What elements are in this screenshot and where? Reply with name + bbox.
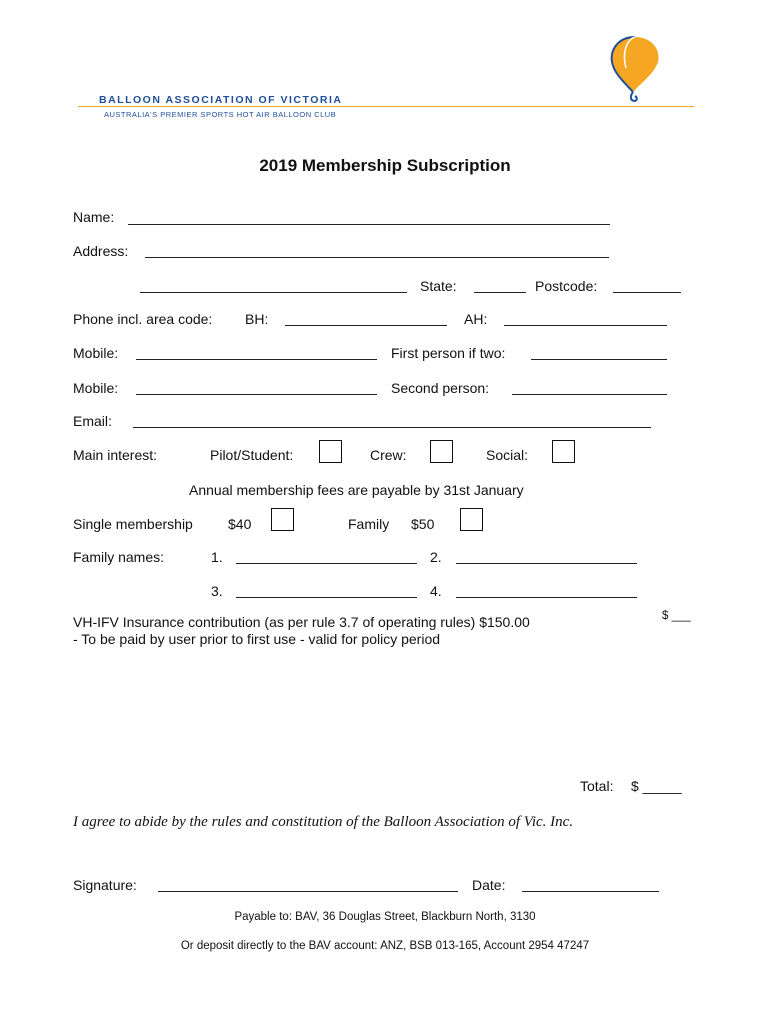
family-name-2-number: 2. xyxy=(430,549,442,565)
family-name-1-field[interactable] xyxy=(236,563,417,564)
family-names-label: Family names: xyxy=(73,549,165,565)
total-label: Total: xyxy=(580,778,614,794)
crew-label: Crew: xyxy=(370,447,407,463)
ah-label: AH: xyxy=(464,311,488,327)
social-label: Social: xyxy=(486,447,529,463)
family-name-4-field[interactable] xyxy=(456,597,637,598)
postcode-field[interactable] xyxy=(613,292,681,293)
social-checkbox[interactable] xyxy=(552,440,575,463)
first-person-label: First person if two: xyxy=(391,345,506,361)
total-amount-field[interactable]: $ _____ xyxy=(631,778,682,794)
address-line2-field[interactable] xyxy=(140,292,407,293)
main-interest-label: Main interest: xyxy=(73,447,158,463)
header-divider xyxy=(78,106,694,107)
fees-note: Annual membership fees are payable by 31st January xyxy=(189,482,524,498)
mobile-field[interactable] xyxy=(136,359,377,360)
mobile-field-2[interactable] xyxy=(136,394,377,395)
signature-field[interactable] xyxy=(158,891,458,892)
second-person-field[interactable] xyxy=(512,394,667,395)
signature-label: Signature: xyxy=(73,877,137,893)
address-label: Address: xyxy=(73,243,129,259)
date-field[interactable] xyxy=(522,891,659,892)
insurance-amount-field[interactable]: $ ___ xyxy=(662,610,691,622)
family-name-2-field[interactable] xyxy=(456,563,637,564)
hot-air-balloon-icon xyxy=(604,34,666,106)
pilot-student-label: Pilot/Student: xyxy=(210,447,294,463)
payable-to: Payable to: BAV, 36 Douglas Street, Blackburn North, 3130 xyxy=(234,911,536,923)
second-person-label: Second person: xyxy=(391,380,490,396)
org-name: BALLOON ASSOCIATION OF VICTORIA xyxy=(99,94,343,106)
mobile-label: Mobile: xyxy=(73,345,119,361)
email-label: Email: xyxy=(73,413,112,429)
single-membership-checkbox[interactable] xyxy=(271,508,294,531)
family-name-4-number: 4. xyxy=(430,583,442,599)
family-membership-label: Family xyxy=(348,516,390,532)
single-membership-price: $40 xyxy=(228,516,252,532)
ah-phone-field[interactable] xyxy=(504,325,667,326)
family-name-3-field[interactable] xyxy=(236,597,417,598)
org-tagline: AUSTRALIA'S PREMIER SPORTS HOT AIR BALLOON CLUB xyxy=(104,110,337,119)
email-field[interactable] xyxy=(133,427,651,428)
pilot-student-checkbox[interactable] xyxy=(319,440,342,463)
agreement-statement: I agree to abide by the rules and constitution of the Balloon Association of Vic. Inc. xyxy=(73,814,574,830)
bh-phone-field[interactable] xyxy=(285,325,447,326)
insurance-line-2: - To be paid by user prior to first use - valid for policy period xyxy=(73,631,441,647)
single-membership-label: Single membership xyxy=(73,516,193,532)
date-label: Date: xyxy=(472,877,506,893)
first-person-field[interactable] xyxy=(531,359,667,360)
bh-label: BH: xyxy=(245,311,269,327)
name-field[interactable] xyxy=(128,224,610,225)
state-label: State: xyxy=(420,278,457,294)
page-title: 2019 Membership Subscription xyxy=(259,156,511,175)
family-name-1-number: 1. xyxy=(211,549,223,565)
postcode-label: Postcode: xyxy=(535,278,598,294)
address-field[interactable] xyxy=(145,257,609,258)
family-membership-price: $50 xyxy=(411,516,435,532)
insurance-line-1: VH-IFV Insurance contribution (as per rule 3.7 of operating rules) $150.00 xyxy=(73,614,530,630)
family-membership-checkbox[interactable] xyxy=(460,508,483,531)
mobile-label-2: Mobile: xyxy=(73,380,119,396)
deposit-details: Or deposit directly to the BAV account: ANZ, BSB 013-165, Account 2954 47247 xyxy=(180,940,590,952)
name-label: Name: xyxy=(73,209,115,225)
crew-checkbox[interactable] xyxy=(430,440,453,463)
phone-label: Phone incl. area code: xyxy=(73,311,213,327)
family-name-3-number: 3. xyxy=(211,583,223,599)
state-field[interactable] xyxy=(474,292,526,293)
